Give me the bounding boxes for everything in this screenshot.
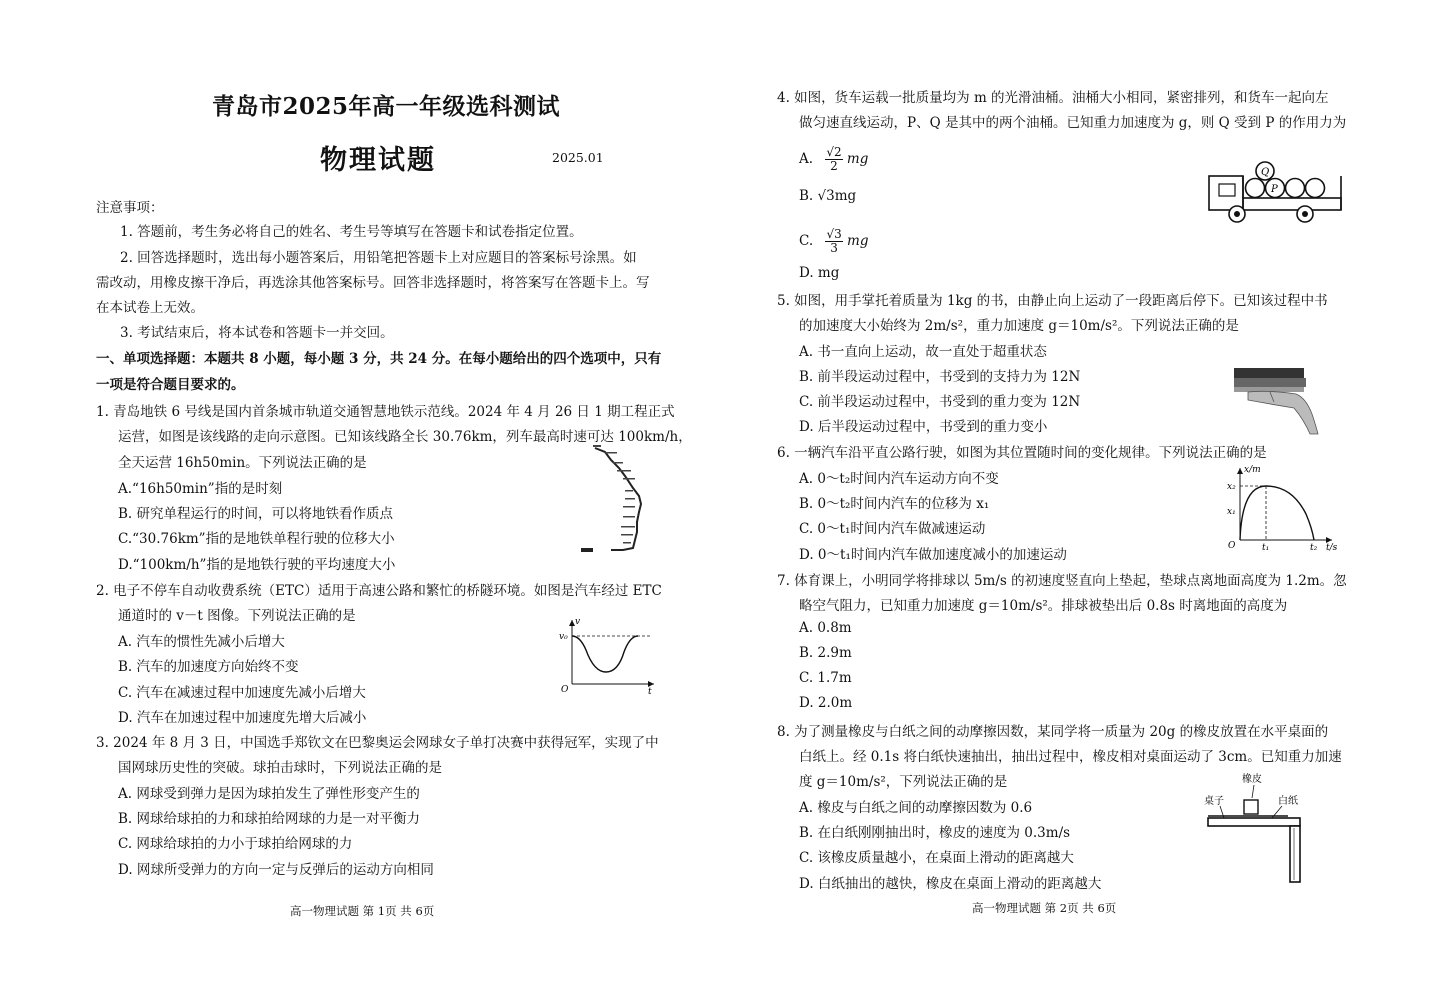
q8-stem-2: 白纸上。经 0.1s 将白纸快速抽出，抽出过程中，橡皮相对桌面运动了 3cm。已知重力加速 — [799, 749, 1342, 765]
q4-option-a-tail: mg — [846, 151, 869, 167]
q1-stem: 1. 青岛地铁 6 号线是国内首条城市轨道交通智慧地铁示范线。2024 年 4 月 26 日 1 期工程正式 — [96, 404, 675, 420]
q5-option-a: A. 书一直向上运动，故一直处于超重状态 — [799, 344, 1047, 360]
q8-stem-3: 度 g＝10m/s²，下列说法正确的是 — [799, 774, 1008, 790]
q4-option-c-num: √3 — [826, 227, 842, 241]
q8-option-c: C. 该橡皮质量越小，在桌面上滑动的距离越大 — [799, 850, 1074, 866]
q4-fig-q-label: Q — [1261, 167, 1270, 178]
q4-option-a — [799, 146, 868, 173]
q2-fig-v-label: v — [575, 617, 581, 627]
q2-fig-v0-label: v₀ — [559, 632, 568, 642]
q8-stem: 8. 为了测量橡皮与白纸之间的动摩擦因数，某同学将一质量为 20g 的橡皮放置在水平桌面的 — [777, 724, 1329, 740]
exam-title: 青岛市2025年高一年级选科测试 — [212, 93, 561, 120]
q2-stem: 2. 电子不停车自动收费系统（ETC）适用于高速公路和繁忙的桥隧环境。如图是汽车经过 ETC — [96, 583, 662, 599]
q6-stem: 6. 一辆汽车沿平直公路行驶，如图为其位置随时间的变化规律。下列说法正确的是 — [777, 445, 1267, 461]
q1-stem-3: 全天运营 16h50min。下列说法正确的是 — [118, 455, 367, 471]
q8-option-b: B. 在白纸刚刚抽出时，橡皮的速度为 0.3m/s — [799, 825, 1071, 841]
q3-stem: 3. 2024 年 8 月 3 日，中国选手郑钦文在巴黎奥运会网球女子单打决赛中获得冠军，实现了中 — [96, 735, 659, 751]
notice-item-2-end: 在本试卷上无效。 — [96, 300, 204, 316]
exam-date: 2025.01 — [552, 150, 604, 165]
q6-option-d: D. 0～t₁时间内汽车做加速度减小的加速运动 — [799, 547, 1067, 563]
q6-option-c: C. 0～t₁时间内汽车做减速运动 — [799, 521, 986, 537]
q6-fig-t2-label: t₂ — [1310, 543, 1318, 553]
q1-option-b: B. 研究单程运行的时间，可以将地铁看作质点 — [118, 506, 394, 522]
q6-fig-x2-label: x₂ — [1227, 482, 1236, 492]
q8-option-d: D. 白纸抽出的越快，橡皮在桌面上滑动的距离越大 — [799, 876, 1102, 892]
q4-fig-p-label: P — [1271, 184, 1278, 195]
q6-fig-x1-label: x₁ — [1227, 507, 1236, 517]
q3-stem-2: 国网球历史性的突破。球拍击球时，下列说法正确的是 — [118, 760, 442, 776]
q7-option-b: B. 2.9m — [799, 645, 852, 661]
q2-stem-2: 通道时的 v－t 图像。下列说法正确的是 — [118, 608, 356, 624]
q6-fig-origin-label: O — [1228, 541, 1236, 551]
q7-option-c: C. 1.7m — [799, 670, 852, 686]
q5-option-b: B. 前半段运动过程中，书受到的支持力为 12N — [799, 369, 1081, 385]
q2-option-d: D. 汽车在加速过程中加速度先增大后减小 — [118, 710, 367, 726]
q5-hand-book-figure — [1230, 362, 1320, 436]
notice-item-3: 3. 考试结束后，将本试卷和答题卡一并交回。 — [120, 325, 394, 341]
q4-option-c-den: 3 — [830, 241, 838, 255]
q4-option-a-label: A. — [799, 151, 814, 167]
q1-metro-map-figure — [575, 440, 660, 565]
q6-xt-graph — [1222, 462, 1347, 554]
q6-option-a: A. 0～t₂时间内汽车运动方向不变 — [799, 471, 999, 487]
q6-option-b: B. 0～t₂时间内汽车的位移为 x₁ — [799, 496, 990, 512]
footer-right: 高一物理试题 第 2页 共 6页 — [972, 901, 1117, 915]
q4-option-a-num: √2 — [826, 145, 842, 159]
q5-stem: 5. 如图，用手掌托着质量为 1kg 的书，由静止向上运动了一段距离后停下。已知该过程中书 — [777, 293, 1328, 309]
q6-fig-t-label: t/s — [1326, 543, 1338, 553]
q8-fig-paper-label: 白纸 — [1278, 796, 1298, 807]
q7-stem: 7. 体育课上，小明同学将排球以 5m/s 的初速度竖直向上垫起，垫球点离地面高度为 1.2m。忽 — [777, 573, 1347, 589]
q4-option-b: B. √3mg — [799, 188, 857, 204]
q5-option-d: D. 后半段运动过程中，书受到的重力变小 — [799, 419, 1048, 435]
q7-option-d: D. 2.0m — [799, 695, 853, 711]
q5-option-c: C. 前半段运动过程中，书受到的重力变为 12N — [799, 394, 1081, 410]
q1-option-a: A.“16h50min”指的是时刻 — [118, 481, 283, 497]
section-heading-cont: 一项是符合题目要求的。 — [96, 377, 245, 393]
q2-option-a: A. 汽车的惯性先减小后增大 — [118, 634, 285, 650]
notice-item-2-cont: 需改动，用橡皮擦干净后，再选涂其他答案标号。回答非选择题时，将答案写在答题卡上。写 — [96, 275, 650, 291]
q3-option-d: D. 网球所受弹力的方向一定与反弹后的运动方向相同 — [118, 862, 434, 878]
q6-fig-t1-label: t₁ — [1262, 543, 1270, 553]
q4-option-c-tail: mg — [847, 233, 869, 249]
q8-table-figure — [1198, 770, 1338, 885]
q4-option-d: D. mg — [799, 265, 840, 281]
notice-item-2: 2. 回答选择题时，选出每小题答案后，用铅笔把答题卡上对应题目的答案标号涂黑。如 — [120, 250, 637, 266]
q3-option-b: B. 网球给球拍的力和球拍给网球的力是一对平衡力 — [118, 811, 421, 827]
q4-option-c-label: C. — [799, 233, 814, 249]
q4-stem-2: 做匀速直线运动，P、Q 是其中的两个油桶。已知重力加速度为 g，则 Q 受到 P 的作用力为 — [799, 115, 1347, 131]
q8-fig-table-label: 桌子 — [1204, 796, 1224, 807]
subject-title: 物理试题 — [320, 145, 436, 176]
footer-left: 高一物理试题 第 1页 共 6页 — [290, 904, 435, 918]
q2-fig-t-label: t — [648, 687, 652, 697]
q6-fig-x-label: x/m — [1244, 465, 1261, 475]
q4-stem: 4. 如图，货车运载一批质量均为 m 的光滑油桶。油桶大小相同，紧密排列，和货车一起向左 — [777, 90, 1329, 106]
q1-option-d: D.“100km/h”指的是地铁行驶的平均速度大小 — [118, 557, 396, 573]
notice-heading: 注意事项： — [96, 200, 164, 216]
q4-option-a-den: 2 — [830, 159, 838, 173]
q1-option-c: C.“30.76km”指的是地铁单程行驶的位移大小 — [118, 531, 395, 547]
q7-option-a: A. 0.8m — [799, 620, 852, 636]
q8-option-a: A. 橡皮与白纸之间的动摩擦因数为 0.6 — [799, 800, 1033, 816]
q8-fig-eraser-label: 橡皮 — [1242, 774, 1262, 785]
q2-fig-origin-label: O — [561, 685, 569, 695]
q2-option-c: C. 汽车在减速过程中加速度先减小后增大 — [118, 685, 366, 701]
q5-stem-2: 的加速度大小始终为 2m/s²，重力加速度 g＝10m/s²。下列说法正确的是 — [799, 318, 1239, 334]
q2-option-b: B. 汽车的加速度方向始终不变 — [118, 659, 299, 675]
q7-stem-2: 略空气阻力，已知重力加速度 g＝10m/s²。排球被垫出后 0.8s 时离地面的高度为 — [799, 598, 1288, 614]
q3-option-a: A. 网球受到弹力是因为球拍发生了弹性形变产生的 — [118, 786, 420, 802]
q1-stem-2: 运营，如图是该线路的走向示意图。已知该线路全长 30.76km，列车最高时速可达 100km/h， — [118, 429, 692, 445]
section-heading: 一、单项选择题：本题共 8 小题，每小题 3 分，共 24 分。在每小题给出的四个选项中，只有 — [96, 351, 662, 367]
q4-option-c — [799, 228, 868, 255]
q3-option-c: C. 网球给球拍的力小于球拍给网球的力 — [118, 836, 353, 852]
q2-vt-graph — [558, 616, 658, 696]
q4-truck-figure — [1205, 160, 1345, 226]
notice-item-1: 1. 答题前，考生务必将自己的姓名、考生号等填写在答题卡和试卷指定位置。 — [120, 224, 583, 240]
